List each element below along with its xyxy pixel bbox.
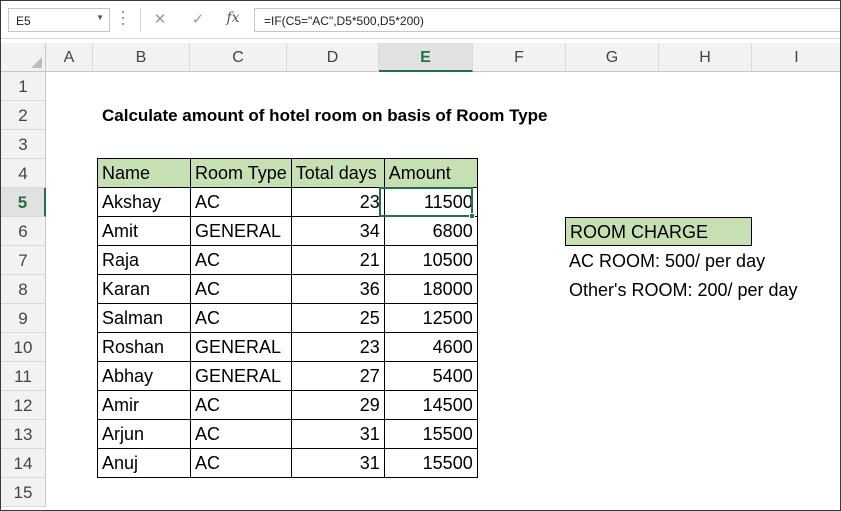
drag-handle-icon[interactable] <box>120 11 126 29</box>
cell-amount[interactable]: 15500 <box>384 449 477 478</box>
row-header-5[interactable]: 5 <box>1 188 46 217</box>
table-row <box>98 304 478 333</box>
row-header-2[interactable]: 2 <box>1 101 46 130</box>
cell-name[interactable]: Amit <box>98 217 191 246</box>
row-header-1[interactable]: 1 <box>1 72 46 101</box>
cell-amount[interactable]: 11500 <box>384 188 477 217</box>
cell-name[interactable]: Roshan <box>98 333 191 362</box>
cell-total-days[interactable]: 27 <box>291 362 384 391</box>
column-header-e[interactable]: E <box>379 43 473 72</box>
header-cell-room-type[interactable]: Room Type <box>191 159 292 188</box>
formula-input[interactable]: =IF(C5="AC",D5*500,D5*200) <box>254 8 840 32</box>
cell-amount[interactable]: 4600 <box>384 333 477 362</box>
cell-total-days[interactable]: 23 <box>291 188 384 217</box>
row-header-4[interactable]: 4 <box>1 159 46 188</box>
cell-total-days[interactable]: 34 <box>291 217 384 246</box>
cell-name[interactable]: Salman <box>98 304 191 333</box>
divider <box>140 8 141 32</box>
cell-total-days[interactable]: 36 <box>291 275 384 304</box>
cell-total-days[interactable]: 31 <box>291 420 384 449</box>
table-row <box>98 275 478 304</box>
formula-bar <box>1 1 840 39</box>
row-header-15[interactable]: 15 <box>1 478 46 507</box>
cell-amount[interactable]: 12500 <box>384 304 477 333</box>
select-all-icon <box>31 57 42 68</box>
table-row <box>98 217 478 246</box>
cancel-icon[interactable]: ✕ <box>153 11 167 28</box>
header-cell-total-days[interactable]: Total days <box>291 159 384 188</box>
column-header-d[interactable]: D <box>287 43 379 72</box>
column-header-h[interactable]: H <box>659 43 752 72</box>
cell-name[interactable]: Amir <box>98 391 191 420</box>
cell-total-days[interactable]: 23 <box>291 333 384 362</box>
cell-room-type[interactable]: GENERAL <box>191 362 292 391</box>
name-box-value: E5 <box>16 14 31 28</box>
table-row <box>98 420 478 449</box>
cell-amount[interactable]: 15500 <box>384 420 477 449</box>
cell-room-type[interactable]: AC <box>191 246 292 275</box>
row-header-8[interactable]: 8 <box>1 275 46 304</box>
row-header-3[interactable]: 3 <box>1 130 46 159</box>
ac-room-rate[interactable]: AC ROOM: 500/ per day <box>569 251 766 271</box>
table-row <box>98 391 478 420</box>
table-row <box>98 333 478 362</box>
cell-room-type[interactable]: GENERAL <box>191 217 292 246</box>
cell-total-days[interactable]: 31 <box>291 449 384 478</box>
cell-name[interactable]: Akshay <box>98 188 191 217</box>
header-cell-name[interactable]: Name <box>98 159 191 188</box>
select-all-button[interactable] <box>1 43 46 72</box>
row-header-13[interactable]: 13 <box>1 420 46 449</box>
cell-name[interactable]: Abhay <box>98 362 191 391</box>
row-header-7[interactable]: 7 <box>1 246 46 275</box>
table-row <box>98 246 478 275</box>
table-row <box>98 449 478 478</box>
cell-room-type[interactable]: AC <box>191 420 292 449</box>
cell-name[interactable]: Karan <box>98 275 191 304</box>
row-header-12[interactable]: 12 <box>1 391 46 420</box>
row-header-11[interactable]: 11 <box>1 362 46 391</box>
row-header-14[interactable]: 14 <box>1 449 46 478</box>
row-header-10[interactable]: 10 <box>1 333 46 362</box>
cell-total-days[interactable]: 21 <box>291 246 384 275</box>
other-room-rate[interactable]: Other's ROOM: 200/ per day <box>569 280 798 300</box>
column-header-c[interactable]: C <box>190 43 287 72</box>
insert-function-icon[interactable]: fx <box>226 10 240 26</box>
column-header-g[interactable]: G <box>566 43 659 72</box>
column-header-i[interactable]: I <box>752 43 841 72</box>
table-header-row <box>98 159 478 188</box>
cell-amount[interactable]: 14500 <box>384 391 477 420</box>
room-charge-heading[interactable]: ROOM CHARGE <box>565 217 752 246</box>
cell-name[interactable]: Arjun <box>98 420 191 449</box>
column-header-f[interactable]: F <box>473 43 566 72</box>
column-header-b[interactable]: B <box>93 43 190 72</box>
cell-room-type[interactable]: AC <box>191 275 292 304</box>
chevron-down-icon[interactable]: ▼ <box>96 13 104 22</box>
sheet-title-cell[interactable]: Calculate amount of hotel room on basis of Room Type <box>102 106 548 125</box>
header-cell-amount[interactable]: Amount <box>384 159 477 188</box>
column-header-a[interactable]: A <box>46 43 93 72</box>
cell-room-type[interactable]: AC <box>191 449 292 478</box>
enter-icon[interactable]: ✓ <box>191 11 205 28</box>
cell-room-type[interactable]: AC <box>191 304 292 333</box>
row-header-9[interactable]: 9 <box>1 304 46 333</box>
row-header-6[interactable]: 6 <box>1 217 46 246</box>
cell-room-type[interactable]: AC <box>191 188 292 217</box>
cell-amount[interactable]: 6800 <box>384 217 477 246</box>
cell-room-type[interactable]: AC <box>191 391 292 420</box>
cell-total-days[interactable]: 29 <box>291 391 384 420</box>
cell-room-type[interactable]: GENERAL <box>191 333 292 362</box>
cell-name[interactable]: Raja <box>98 246 191 275</box>
cell-name[interactable]: Anuj <box>98 449 191 478</box>
table-row <box>98 188 478 217</box>
hotel-room-table <box>97 158 478 478</box>
table-row <box>98 362 478 391</box>
cell-amount[interactable]: 18000 <box>384 275 477 304</box>
cell-total-days[interactable]: 25 <box>291 304 384 333</box>
cell-amount[interactable]: 10500 <box>384 246 477 275</box>
name-box[interactable] <box>8 8 110 32</box>
cell-amount[interactable]: 5400 <box>384 362 477 391</box>
